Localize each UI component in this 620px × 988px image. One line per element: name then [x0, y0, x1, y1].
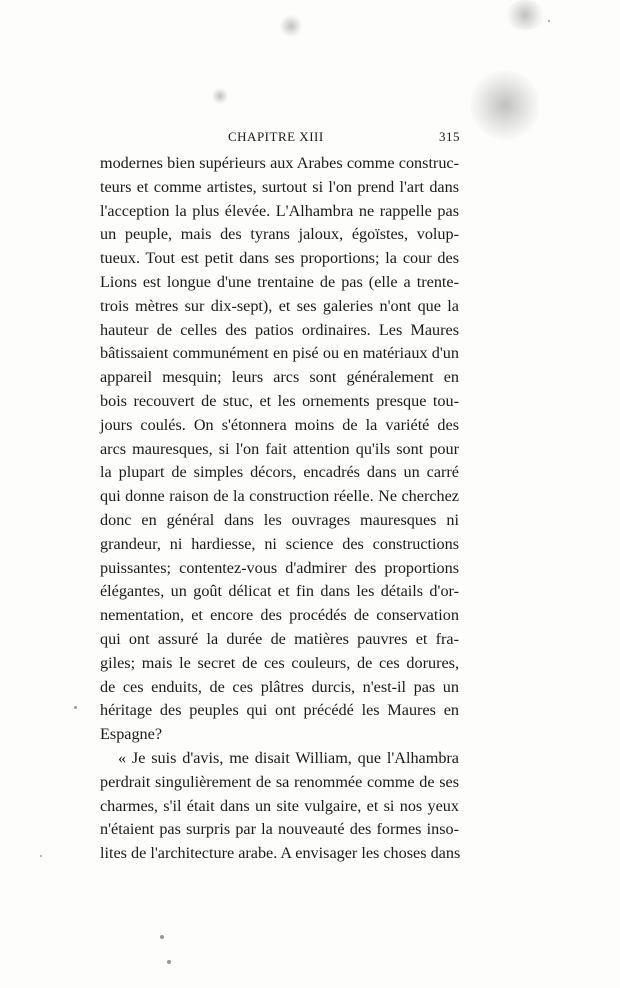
foxing-stain	[470, 70, 540, 140]
text-line: bâtissaient communément en pisé ou en matériaux d'un	[100, 344, 459, 363]
text-line: perdrait singulièrement de sa renommée comme de ses	[100, 772, 459, 791]
foxing-stain	[280, 15, 302, 37]
text-line: arcs mauresques, si l'on fait attention qu'ils sont pour	[100, 439, 459, 458]
text-line: jours coulés. On s'étonnera moins de la variété des	[100, 415, 459, 434]
text-line: giles; mais le secret de ces couleurs, de ces dorures,	[100, 653, 459, 672]
body-text	[100, 152, 459, 866]
text-line: l'acception la plus élevée. L'Alhambra ne rappelle pas	[100, 201, 459, 220]
text-line: la plupart de simples décors, encadrés dans un carré	[100, 463, 459, 482]
scan-speck	[40, 855, 42, 857]
scan-speck	[167, 960, 171, 964]
scan-speck	[74, 706, 77, 709]
running-head	[100, 129, 460, 149]
text-line: lites de l'architecture arabe. A envisager les choses dans	[100, 844, 461, 863]
text-line: n'étaient pas surpris par la nouveauté des formes inso-	[100, 820, 459, 839]
text-line: modernes bien supérieurs aux Arabes comme construc-	[100, 154, 459, 172]
text-line: qui donne raison de la construction réelle. Ne cherchez	[100, 487, 459, 506]
paragraph-start-line: « Je suis d'avis, me disait William, que l'Alhambra	[118, 748, 459, 767]
text-line: Lions est longue d'une trentaine de pas (elle a trente-	[100, 272, 459, 291]
text-line: de ces enduits, de ces plâtres durcis, n'est-il pas un	[100, 677, 459, 696]
scan-speck	[160, 935, 164, 939]
text-line: appareil mesquin; leurs arcs sont généralement en	[100, 368, 459, 387]
text-line: donc en général dans les ouvrages mauresques ni	[100, 510, 459, 529]
text-line: nementation, et encore des procédés de conservation	[100, 606, 459, 625]
text-line: hauteur de celles des patios ordinaires. Les Maures	[100, 320, 459, 339]
text-line: puissantes; contentez-vous d'admirer des proportions	[100, 558, 459, 577]
text-line: qui ont assuré la durée de matières pauvres et fra-	[100, 629, 459, 648]
text-line: trois mètres sur dix-sept), et ses galeries n'ont que la	[100, 296, 459, 315]
paragraph-end-line: Espagne?	[100, 725, 163, 744]
foxing-stain	[505, 0, 545, 30]
text-line: élégantes, un goût délicat et fin dans les détails d'or-	[100, 582, 459, 601]
text-line: teurs et comme artistes, surtout si l'on prend l'art dans	[100, 177, 459, 196]
text-line: tueux. Tout est petit dans ses proportions; la cour des	[100, 249, 459, 268]
text-line: un peuple, mais des tyrans jaloux, égoïstes, volup-	[100, 225, 459, 244]
foxing-stain	[212, 88, 228, 104]
page-number: 315	[439, 129, 460, 144]
text-line: charmes, s'il était dans un site vulgaire, et si nos yeux	[100, 796, 459, 815]
scan-speck	[548, 20, 550, 22]
text-line: bois recouvert de stuc, et les ornements presque tou-	[100, 391, 459, 410]
text-line: héritage des peuples qui ont précédé les Maures en	[100, 701, 459, 720]
chapter-title: CHAPITRE XIII	[228, 129, 324, 144]
text-line: grandeur, ni hardiesse, ni science des constructions	[100, 534, 459, 553]
